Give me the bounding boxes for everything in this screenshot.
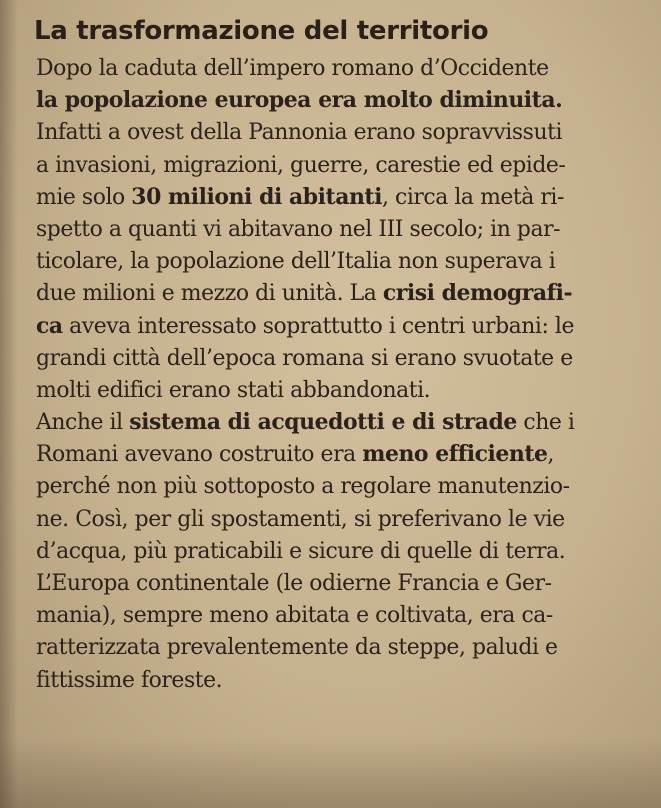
text-run: spetto a quanti vi abitavano nel III secolo; in par- bbox=[36, 215, 561, 242]
text-run: perché non più sottoposto a regolare manutenzio- bbox=[36, 473, 570, 500]
page-gutter-shadow bbox=[0, 0, 18, 808]
text-run: , circa la metà ri- bbox=[381, 183, 564, 210]
text-run: Dopo la caduta dell’impero romano d’Occidente bbox=[36, 55, 549, 81]
text-run: ticolare, la popolazione dell’Italia non superava i bbox=[36, 248, 556, 275]
text-line bbox=[36, 84, 648, 116]
text-line bbox=[36, 342, 648, 374]
text-line bbox=[36, 406, 648, 438]
bold-text: ca bbox=[36, 312, 63, 339]
text-line bbox=[36, 277, 648, 309]
bold-text: 30 milioni di abitanti bbox=[131, 183, 382, 210]
bold-text: meno efficiente bbox=[362, 441, 548, 468]
text-line bbox=[36, 52, 648, 84]
text-line bbox=[36, 535, 648, 567]
text-line bbox=[36, 310, 648, 342]
text-run: aveva interessato soprattutto i centri urbani: le bbox=[62, 312, 575, 339]
body-text bbox=[36, 52, 656, 696]
text-line bbox=[36, 181, 648, 213]
text-line bbox=[36, 116, 648, 148]
text-run: d’acqua, più praticabili e sicure di quelle di terra. bbox=[36, 537, 566, 564]
bold-text: sistema di acquedotti e di strade bbox=[129, 409, 517, 436]
text-run: mie solo bbox=[36, 183, 132, 210]
text-run: L’Europa continentale (le odierne Francia e Ger- bbox=[36, 570, 552, 596]
text-line bbox=[36, 599, 648, 631]
text-run: ne. Così, per gli spostamenti, si preferivano le vie bbox=[36, 505, 565, 532]
text-line bbox=[36, 374, 648, 406]
text-line bbox=[36, 213, 648, 245]
text-run: grandi città dell’epoca romana si erano svuotate e bbox=[36, 344, 573, 371]
text-line bbox=[36, 245, 648, 277]
page-bottom-shadow bbox=[0, 738, 661, 808]
text-run: due milioni e mezzo di unità. La bbox=[36, 280, 383, 307]
text-line bbox=[36, 631, 648, 663]
text-run: , bbox=[547, 441, 555, 468]
text-line bbox=[36, 503, 648, 535]
text-line bbox=[36, 438, 648, 470]
text-run: Anche il bbox=[36, 409, 130, 436]
bold-text: la popolazione europea era molto diminuita. bbox=[36, 87, 563, 114]
text-run: ratterizzata prevalentemente da steppe, paludi e bbox=[36, 634, 558, 661]
text-line bbox=[36, 567, 648, 599]
text-line bbox=[36, 470, 648, 502]
text-run: Romani avevano costruito era bbox=[36, 441, 363, 468]
text-line bbox=[36, 664, 648, 696]
text-run: fittissime foreste. bbox=[36, 666, 223, 693]
text-run: Infatti a ovest della Pannonia erano sopravvissuti bbox=[36, 119, 563, 146]
text-run: mania), sempre meno abitata e coltivata, era ca- bbox=[36, 602, 553, 629]
bold-text: crisi demografi- bbox=[382, 280, 573, 307]
text-run: molti edifici erano stati abbandonati. bbox=[36, 376, 431, 403]
text-run: a invasioni, migrazioni, guerre, carestie ed epide- bbox=[36, 151, 566, 178]
text-run: che i bbox=[516, 409, 575, 436]
section-title: La trasformazione del territorio bbox=[34, 16, 489, 46]
text-line bbox=[36, 149, 648, 181]
